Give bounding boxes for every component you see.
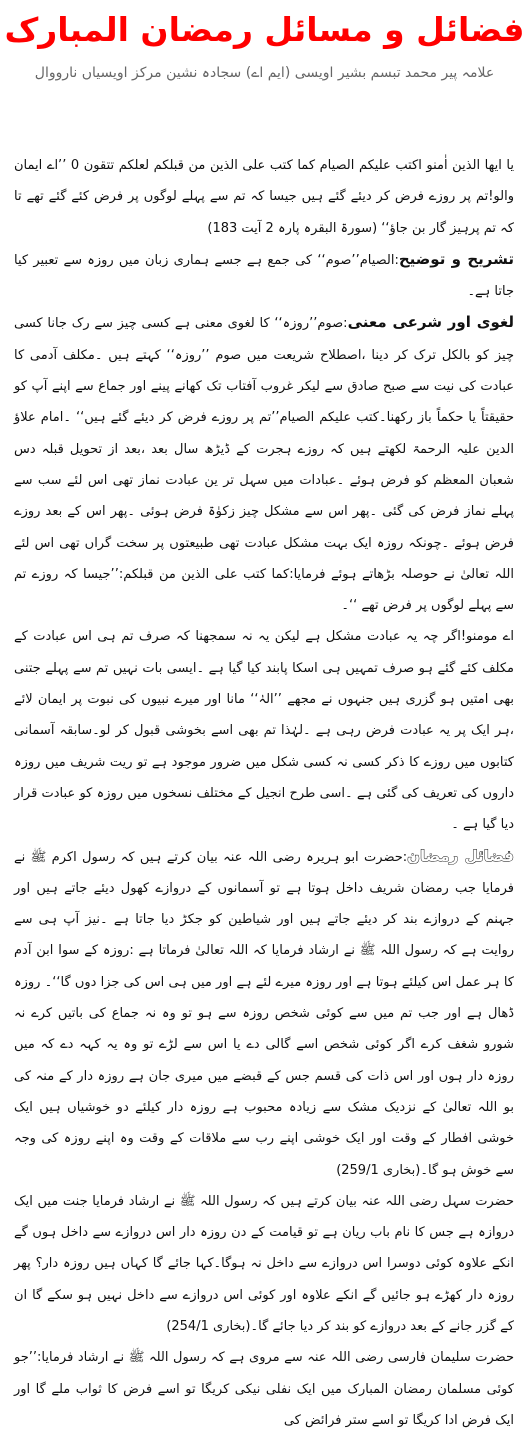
fazail-paragraph [14,841,514,1186]
salman-paragraph: حضرت سلیمان فارسی رضی اللہ عنہ سے مروی ہے کہ رسول اللہ ﷺ نے ارشاد فرمایا:’’جو کوئی مسلمان رمضان المبارک میں ایک نفلی نیکی کریگا تو اسے فرض کا ثواب ملے گا اور ایک فرض ادا کریگا تو اسے ستر فرائض کی [14,1350,514,1428]
sharh-paragraph [14,244,514,308]
lughawi-paragraph [14,307,514,621]
author-line: علامہ پیر محمد تبسم بشیر اویسی (ایم اے) سجادہ نشین مرکز اویسیاں نارووال [34,65,495,81]
rayyan-paragraph: حضرت سہل رضی اللہ عنہ بیان کرتے ہیں کہ رسول اللہ ﷺ نے ارشاد فرمایا جنت میں ایک دروازہ ہے جس کا نام باب ریان ہے تو قیامت کے دن روزہ دار اس دروازے سے داخل ہوں گے انکے علاوہ کوئی دوسرا اس دروازے سے داخل نہ ہوگا۔کہا جائے گا کہاں ہیں روزہ دار؟ پھر روزہ دار کھڑے ہو جائیں گے انکے علاوہ اور کوئی اس دروازے سے داخل نہیں ہو سکے گا ان کے گزر جانے کے بعد دروازے کو بند کر دیا جائے گا۔(بخاری 254/1) [14,1193,514,1334]
article-title: فضائل و مسائل رمضان المبارک [4,10,525,49]
fazail-text: :حضرت ابو ہریرہ رضی اللہ عنہ بیان کرتے ہیں کہ رسول اکرم ﷺ نے فرمایا جب رمضان شریف داخل ہوتا ہے تو آسمانوں کے دروازے کھول دیئے جاتے ہیں اور جہنم کے دروازے بند کر دیئے جاتے ہیں اور شیاطین کو جکڑ دیا جاتا ہے ۔نیز آپ ہی سے روایت ہے کہ رسول اللہ ﷺ نے ارشاد فرمایا کہ اللہ تعالیٰ فرماتا ہے :روزہ کے سوا ابن آدم کا ہر عمل اس کیلئے ہوتا ہے اور روزہ میرے لئے ہے اور میں ہی اس کی جزا دوں گا‘‘۔ روزہ ڈھال ہے اور جب تم میں سے کوئی شخص روزہ سے ہو تو وہ نہ جماع کی باتیں کرے نہ شورو شغف کرے اگر کوئی شخص اسے گالی دے یا اس سے لڑے تو وہ یہ کہہ دے کہ میں روزہ دار ہوں اور اس ذات کی قسم جس کے قبضے میں میری جان ہے روزہ دار کے منہ کی بو اللہ تعالیٰ کے نزدیک مشک سے زیادہ محبوب ہے روزہ دار کیلئے دو خوشیاں ہیں ایک خوشی افطار کے وقت اور ایک خوشی اپنے رب سے ملاقات کے وقت وہ اپنے روزہ کی وجہ سے خوش ہو گا۔(بخاری 259/1) [14,849,514,1178]
lughawi-heading: لغوی اور شرعی معنی [347,313,514,332]
quran-verse-paragraph: یا ایھا الذین اٰمنو اکتب علیکم الصیام کما کتب علی الذین من قبلکم لعلکم تتقون 0 ’’اے ایمان والو!تم پر روزے فرض کر دیئے گئے ہیں جیسا کہ تم سے پہلے لوگوں پر فرض کئے گئے تھے تا کہ تم پرہیز گار بن جاؤ‘‘ (سورۃ البقرہ پارہ 2 آیت 183) [14,158,515,236]
momino-paragraph: اے مومنو!اگر چہ یہ عبادت مشکل ہے لیکن یہ نہ سمجھنا کہ صرف تم ہی اس عبادت کے مکلف کئے گئے ہو صرف تمہیں ہی اسکا پابند کیا گیا ہے ۔ایسی بات نہیں تم سے پہلے جتنی بھی امتیں ہو گزری ہیں جنہوں نے مجھے ’’الہٰ‘‘ مانا اور میرے نبیوں کی نبوت پر ایمان لائے ،ہر ایک پر یہ عبادت فرض رہی ہے ۔لہٰذا تم بھی اسے بخوشی قبول کر لو۔سابقہ آسمانی کتابوں میں روزے کا ذکر کسی نہ کسی شکل میں ضرور موجود ہے تو ریت شریف میں روزہ داروں کی تعریف کی گئی ہے ۔اسی طرح انجیل کے مختلف نسخوں میں روزہ کو عبادت قرار دیا گیا ہے ۔ [14,629,514,833]
sharh-heading: تشریح و توضیح [398,249,514,268]
article-body [14,150,514,1436]
lughawi-text: :صوم’’روزہ‘‘ کا لغوی معنی ہے کسی چیز سے رک جانا کسی چیز کو بالکل ترک کر دینا ،اصطلاح شریعت میں صوم ’’روزہ‘‘ کہتے ہیں ۔مکلف آدمی کا عبادت کی نیت سے صبح صادق سے لیکر غروب آفتاب تک کھانے پینے اور جماع سے اپنے آپ کو حقیقتاً یا حکماً باز رکھنا۔کتب علیکم الصیام’’تم پر روزے فرض کر دیئے گئے ہیں‘‘ ۔امام علاؤ الدین علیہ الرحمۃ لکھتے ہیں کہ روزے ہجرت کے ڈیڑھ سال بعد ،بعد از تحویل قبلہ دس شعبان المعظم کو فرض ہوئے ۔عبادات میں سہل تر ین عبادت نماز تھی اس لئے سب سے پہلے نماز فرض کی گئی ۔پھر اس سے مشکل چیز زکوٰۃ فرض ہوئی ۔پھر اس کے بعد روزے فرض ہوئے ۔چونکہ روزہ ایک بہت مشکل عبادت تھی طبیعتوں پر سخت گراں تھی اس لئے اللہ تعالیٰ نے حوصلہ بڑھاتے ہوئے فرمایا:کما کتب علی الذین من قبلکم:’’جیسا کہ روزے تم سے پہلے لوگوں پر فرض تھے ‘‘۔ [14,316,514,614]
sharh-text: :الصیام’’صوم‘‘ کی جمع ہے جسے ہماری زبان میں روزہ سے تعبیر کیا جاتا ہے۔ [14,252,514,300]
fazail-heading: فضائل رمضان [407,846,514,865]
